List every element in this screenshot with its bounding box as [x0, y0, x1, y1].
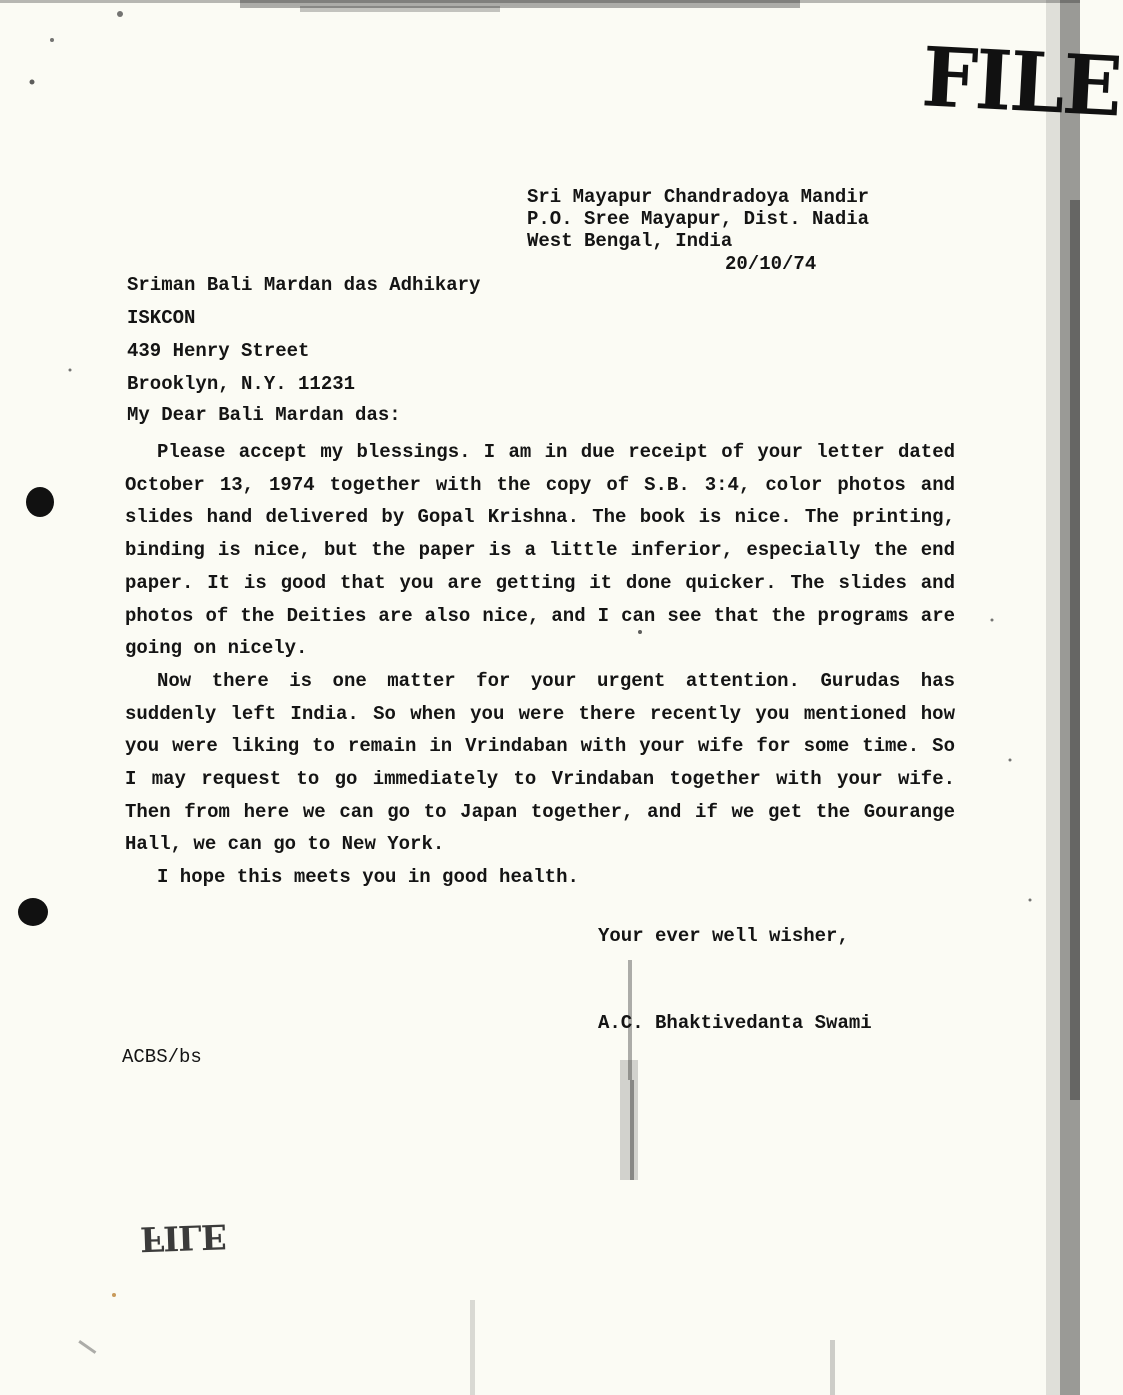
recipient-line-2: ISKCON: [127, 307, 196, 329]
sender-address: [527, 186, 869, 252]
sender-line-1: Sri Mayapur Chandradoya Mandir: [527, 186, 870, 208]
closing: Your ever well wisher,: [598, 925, 849, 947]
file-stamp-top: FILE: [919, 29, 1123, 136]
recipient-line-1: Sriman Bali Mardan das Adhikary: [127, 274, 481, 296]
letter-date: 20/10/74: [725, 253, 817, 275]
typist-initials: ACBS/bs: [122, 1046, 202, 1068]
sender-line-2: P.O. Sree Mayapur, Dist. Nadia: [527, 208, 870, 230]
body-paragraph-2: Now there is one matter for your urgent attention. Gurudas has suddenly left India. So when you were there recently you mentioned how you were liking to remain in Vrindaban with your wife for some time. So I may request to go immediately to Vrindaban together with your wife. Then from here we can go to Japan together, and if we get the Gourange Hall, we can go to New York.: [125, 669, 955, 856]
sender-line-3: West Bengal, India: [527, 230, 733, 252]
file-stamp-bottom: FILE: [139, 1215, 227, 1259]
signature: A.C. Bhaktivedanta Swami: [598, 1012, 872, 1034]
punch-hole-lower: [18, 898, 48, 926]
body-paragraph-1: Please accept my blessings. I am in due receipt of your letter dated October 13, 1974 together with the copy of S.B. 3:4, color photos and slides hand delivered by Gopal Krishna. The book is nice. The printing, binding is nice, but the paper is a little inferior, especially the end paper. It is good that you are getting it done quicker. The slides and photos of the Deities are also nice, and I can see that the programs are going on nicely.: [125, 441, 955, 660]
recipient-line-4: Brooklyn, N.Y. 11231: [127, 373, 356, 395]
body-paragraph-3: I hope this meets you in good health.: [157, 866, 579, 889]
recipient-address: [127, 273, 480, 405]
salutation: My Dear Bali Mardan das:: [127, 404, 401, 426]
recipient-line-3: 439 Henry Street: [127, 340, 310, 362]
letter-body: [125, 436, 955, 894]
punch-hole-upper: [26, 487, 54, 517]
